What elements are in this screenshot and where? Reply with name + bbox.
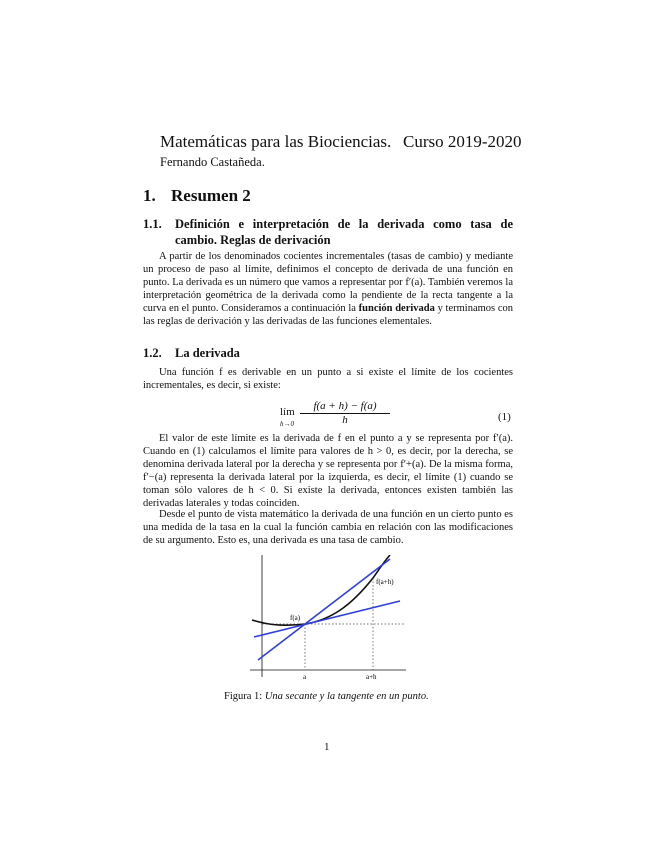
section-heading [143,186,251,206]
subsection-2-title: La derivada [175,346,240,360]
page-number: 1 [324,741,330,753]
header-author: Fernando Castañeda. [160,155,265,169]
subsection-1-heading [143,216,513,248]
subsection-1-title: Definición e interpretación de la derivada como tasa de cambio. Reglas de derivación [175,217,513,247]
definition-paragraph: Una función f es derivable en un punto a si existe el límite de los cocientes incrementales, es decir, si existe: [143,367,513,392]
label-ah: a+h [366,673,377,681]
intro-text-2: y terminamos con las reglas de derivación y las derivadas de las funciones elementales. [143,303,514,328]
equation-denominator: h [342,414,348,426]
section-title: Resumen 2 [171,186,251,205]
caption-text: Una secante y la tangente en un punto. [264,691,429,702]
caption-prefix: Figura 1: [224,691,263,702]
value-paragraph: El valor de este límite es la derivada de f en el punto a y se representa por f′(a). Cuando en (1) calculamos el límite para valores de h > 0, es decir, por la derecha, se denomina derivada lateral por la derecha y se representa por f′+(a). De la misma forma, f′−(a) representa la derivada lateral por la izquierda, es decir, el límite (1) cuando se toman sólo valores de h < 0. Si existe la derivada, entonces existen también las derivadas laterales y todas coinciden. [143,433,513,510]
equation-numerator: f(a + h) − f(a) [300,400,390,414]
geometric-paragraph: Desde el punto de vista matemático la derivada de una función en un cierto punto es una medida de la tasa en la cual la función cambia en relación con las modificaciones de su argumento. Esto es, una derivada es una tasa de cambio. [143,509,513,547]
equation-sub: h→0 [280,420,294,428]
intro-text-1: A partir de los denominados cocientes incrementales (tasas de cambio) y mediante un proceso de paso al límite, definimos el concepto de derivada de una función en punto. La derivada es un número que vamos a representar por f′(a). También veremos la interpretación geométrica de la derivada como la pendiente de la recta tangente a la curva en el punto. Consideramos a continuación la [143,251,513,315]
header-course: Curso 2019-2020 [403,132,522,151]
intro-paragraph [143,250,513,329]
subsection-2-number: 1.2. [143,346,162,360]
label-a: a [303,673,307,681]
subsection-1-number: 1.1. [143,217,162,231]
equation-fraction [300,400,390,426]
equation-lim: lím [280,406,295,418]
subsection-2-heading [143,346,240,361]
equation-label: (1) [498,411,511,423]
figure-1-plot [250,555,410,685]
secant-line [258,559,390,660]
header-title: Matemáticas para las Biociencias. [160,132,392,151]
label-fa: f(a) [290,614,301,622]
intro-bold: función derivada [358,303,435,315]
label-fah: f(a+h) [376,578,394,586]
function-curve [252,555,390,625]
figure-1 [250,555,410,690]
figure-caption [224,691,429,702]
section-number: 1. [143,186,156,205]
